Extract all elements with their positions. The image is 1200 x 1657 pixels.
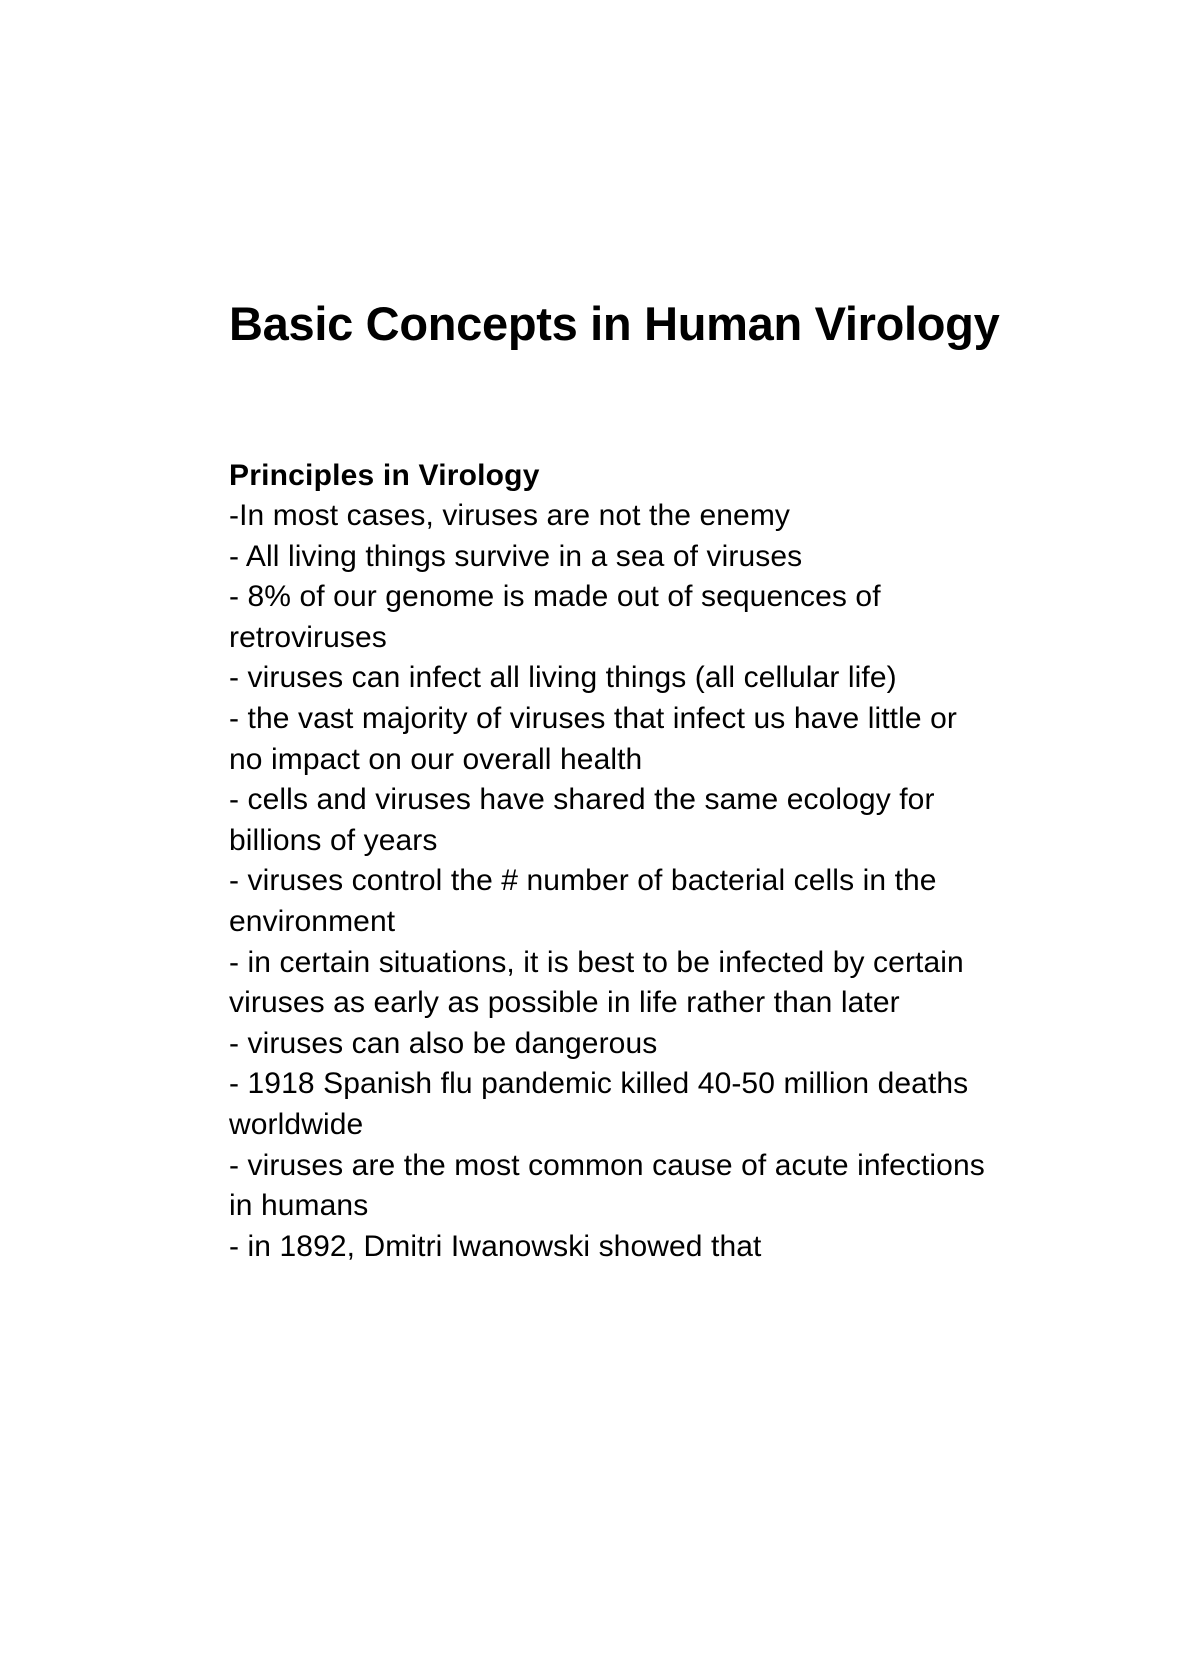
bullet-item: - viruses control the # number of bacterial cells in the environment	[229, 864, 937, 938]
bullet-item: - in 1892, Dmitri Iwanowski showed that	[229, 1229, 762, 1263]
bullet-item: - in certain situations, it is best to be infected by certain viruses as early as possible in life rather than later	[229, 945, 964, 1020]
bullet-item: - viruses can also be dangerous	[229, 1026, 658, 1060]
bullet-list	[229, 496, 989, 1267]
bullet-item: - viruses are the most common cause of acute infections in humans	[229, 1148, 985, 1223]
bullet-item: - cells and viruses have shared the same ecology for billions of years	[229, 783, 935, 857]
bullet-item: - viruses can infect all living things (all cellular life)	[229, 661, 897, 695]
document-title: Basic Concepts in Human Virology	[229, 297, 1000, 350]
principles-section	[229, 455, 989, 1267]
section-heading: Principles in Virology	[229, 459, 540, 492]
bullet-item: -In most cases, viruses are not the enemy	[229, 499, 791, 532]
bullet-item: - All living things survive in a sea of viruses	[229, 539, 803, 573]
bullet-item: - the vast majority of viruses that infect us have little or no impact on our overall health	[229, 701, 957, 776]
bullet-item: - 1918 Spanish flu pandemic killed 40-50 million deaths worldwide	[229, 1067, 969, 1141]
bullet-item: - 8% of our genome is made out of sequences of retroviruses	[229, 580, 881, 654]
